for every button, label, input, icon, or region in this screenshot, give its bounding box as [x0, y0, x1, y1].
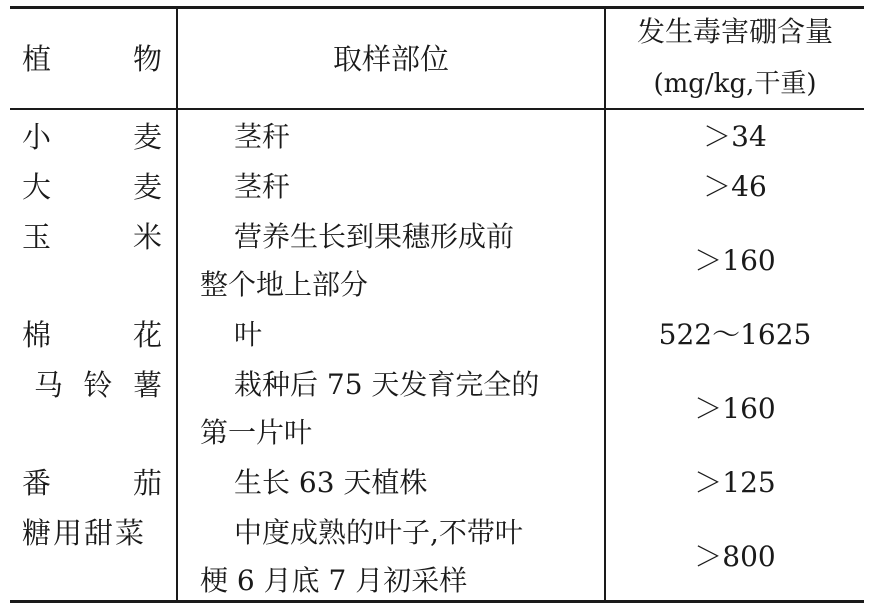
header-plant [22, 34, 162, 84]
plant-char: 棉 [22, 318, 52, 352]
plant-char: 玉 [22, 220, 52, 254]
table-row-plant [22, 508, 162, 558]
plant-char: 米 [132, 220, 162, 254]
header-part: 取样部位 [332, 42, 449, 76]
table-row-value: ＞160 [694, 392, 776, 425]
table-row-value: 522～1625 [658, 318, 812, 351]
table-top-rule [10, 6, 864, 9]
boron-toxicity-table [10, 6, 864, 604]
header-content-line1: 发生毒害硼含量 [636, 15, 833, 48]
table-row-part-line2: 整个地上部分 [200, 268, 369, 301]
table-row-part: 叶 [234, 318, 263, 351]
table-row-part-line1: 营养生长到果穗形成前 [234, 220, 515, 253]
table-row-part: 生长 63 天植株 [234, 466, 428, 499]
table-row-plant [22, 162, 162, 212]
plant-char: 菜 [115, 516, 145, 550]
table-row-value: ＞800 [694, 540, 776, 573]
table-row-plant [22, 310, 162, 360]
table-row-part-line2: 第一片叶 [200, 416, 313, 449]
table-row-part-line1: 中度成熟的叶子,不带叶 [234, 516, 523, 549]
plant-char: 铃 [83, 368, 113, 402]
plant-char: 小 [22, 120, 52, 154]
table-row-value: ＞125 [694, 466, 776, 499]
table-row-part-line1: 栽种后 75 天发育完全的 [234, 368, 540, 401]
header-rule [10, 108, 864, 110]
table-row-plant [22, 112, 162, 162]
table-row-plant [22, 458, 162, 508]
header-plant-char: 物 [132, 42, 162, 76]
plant-char: 用 [53, 516, 83, 550]
plant-char: 薯 [132, 368, 162, 402]
plant-char: 花 [132, 318, 162, 352]
table-row-part: 茎秆 [234, 170, 291, 203]
plant-char: 糖 [22, 516, 52, 550]
table-row-value: ＞160 [694, 244, 776, 277]
table-row-value: ＞34 [703, 120, 767, 153]
plant-char: 甜 [84, 516, 114, 550]
plant-char: 麦 [132, 120, 162, 154]
table-row-plant [22, 212, 162, 262]
table-row-part: 茎秆 [234, 120, 291, 153]
column-divider-1 [176, 6, 178, 603]
table-row-value: ＞46 [703, 170, 767, 203]
plant-char: 马 [34, 368, 64, 402]
plant-char: 大 [22, 170, 52, 204]
plant-char: 茄 [132, 466, 162, 500]
plant-char: 麦 [132, 170, 162, 204]
plant-char: 番 [22, 466, 52, 500]
header-plant-char: 植 [22, 42, 52, 76]
table-row-part-line2: 梗 6 月底 7 月初采样 [200, 564, 468, 597]
header-content-line2: (mg/kg,干重) [653, 69, 817, 99]
table-row-plant [34, 360, 162, 410]
